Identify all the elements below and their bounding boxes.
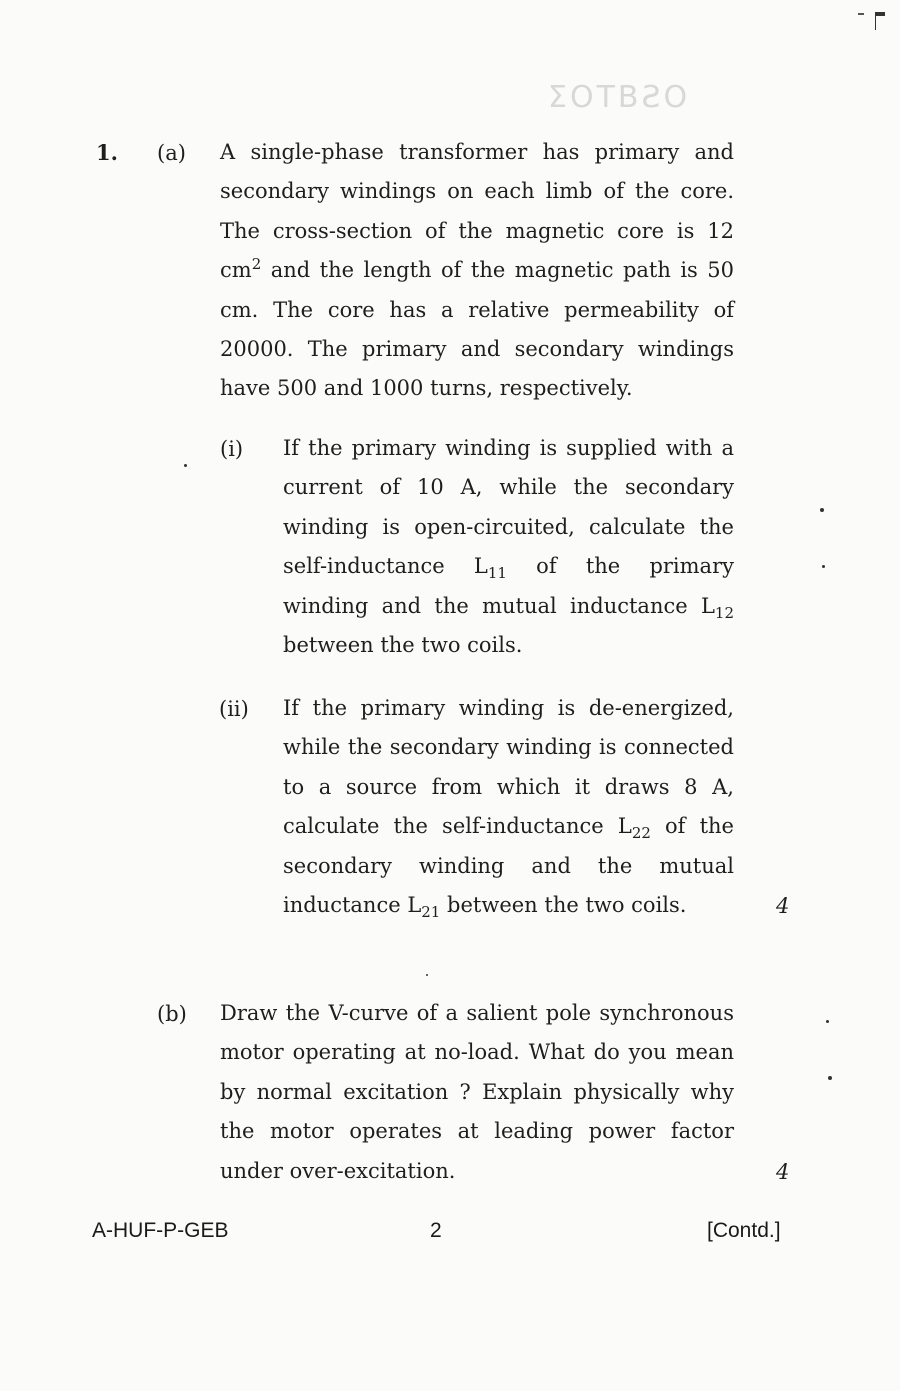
part-b-label: (b) [157, 1002, 187, 1026]
speck [822, 565, 825, 568]
faint-watermark: ΣOTBƧO [548, 80, 691, 115]
paper-code: A-HUF-P-GEB [92, 1219, 229, 1242]
speck [828, 1076, 832, 1080]
speck [820, 508, 824, 512]
part-b-marks: 4 [776, 1160, 790, 1184]
subpart-i-text: If the primary winding is supplied with a current of 10 A, while the secondary winding is open-circuited, calculate the self-inductance $L_{11}$ of the primary winding and the mutual inductance $L_{12}$ between the two coils. [283, 436, 734, 658]
question-number: 1. [96, 140, 118, 165]
part-a-text: A single-phase transformer has primary and secondary windings on each limb of the core. The cross-section of the magnetic core is 12 $cm^2$ and the length of the magnetic path is 50 cm. The core has a relative permeability of 20000. The primary and secondary windings have 500 and 1000 turns, respectively. [220, 140, 734, 401]
speck [826, 1020, 829, 1023]
subpart-i-label: (i) [220, 437, 244, 461]
page-number: 2 [430, 1219, 442, 1242]
subpart-ii-label: (ii) [219, 697, 249, 721]
subpart-ii-text: If the primary winding is de-energized, while the secondary winding is connected to a source from which it draws 8 A, calculate the self-inductance $L_{22}$ of the secondary winding and the mutual inductance $L_{21}$ between the two coils. [283, 696, 734, 922]
speck [184, 464, 187, 467]
corner-registration-mark [872, 10, 888, 32]
part-a-label: (a) [157, 141, 186, 165]
part-a-marks: 4 [776, 894, 790, 918]
continued-label: [Contd.] [707, 1219, 781, 1242]
speck [426, 974, 428, 976]
part-b-text: Draw the V-curve of a salient pole synchronous motor operating at no-load. What do you mean by normal excitation ? Explain physically why the motor operates at leading power factor under over-excitation. [220, 1001, 734, 1183]
